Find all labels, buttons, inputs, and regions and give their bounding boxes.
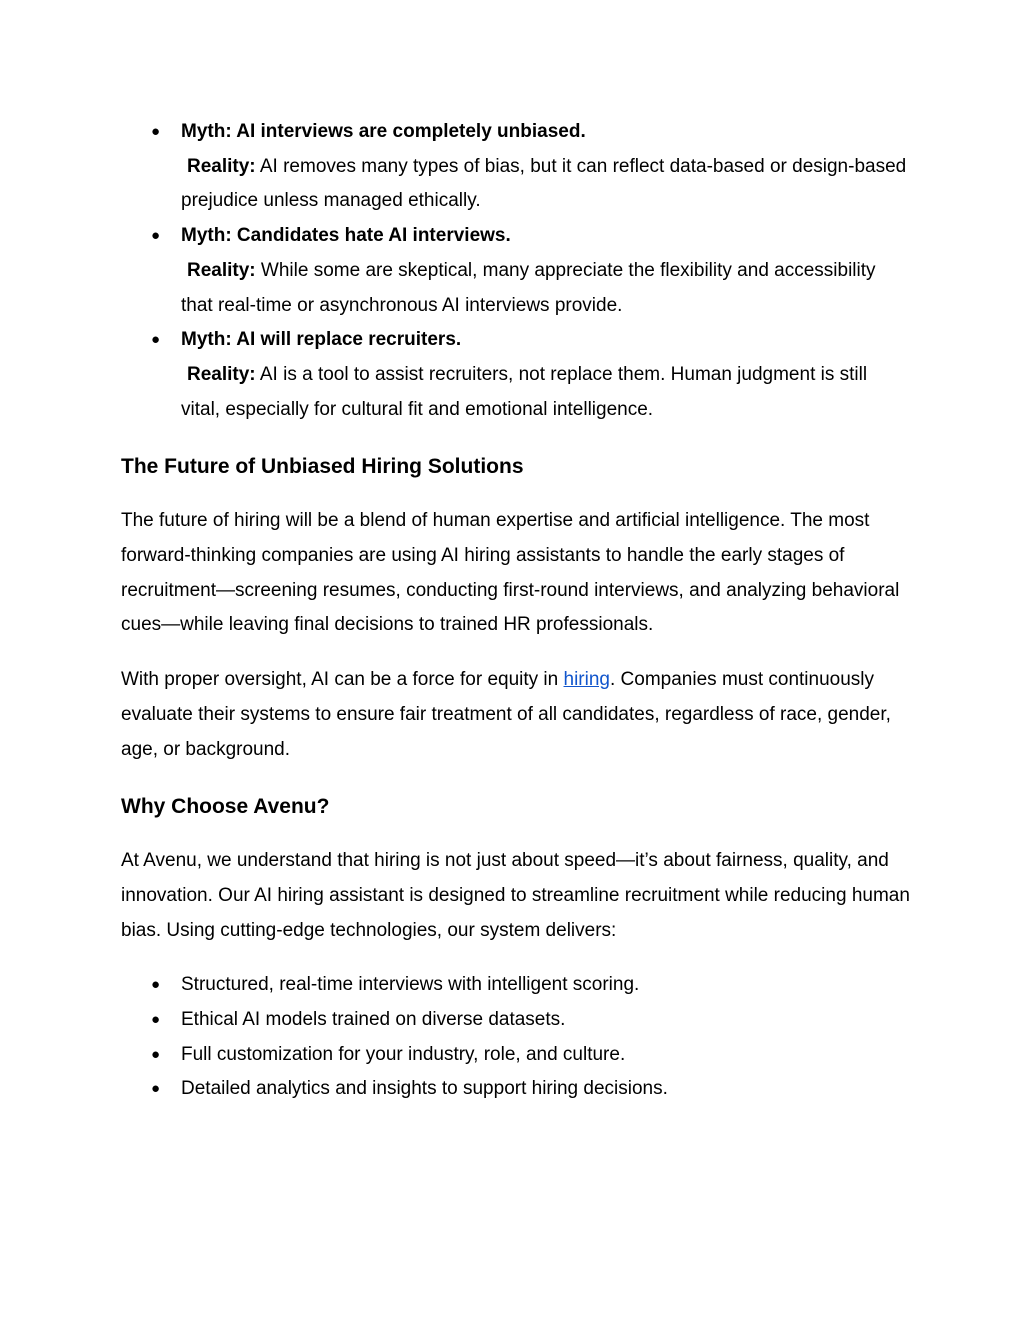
feature-text: Full customization for your industry, role, and culture. bbox=[181, 1043, 626, 1065]
reality-label: Reality: bbox=[187, 363, 256, 385]
feature-item bbox=[121, 968, 911, 1003]
feature-item bbox=[121, 1072, 911, 1107]
myth-item bbox=[121, 115, 911, 219]
reality-text: While some are skeptical, many appreciate the flexibility and accessibility that real-time or asynchronous AI interviews provide. bbox=[181, 259, 876, 316]
hiring-link[interactable]: hiring bbox=[563, 669, 610, 691]
bullet-icon: ● bbox=[151, 1080, 161, 1098]
myth-item bbox=[121, 323, 911, 427]
document-body bbox=[121, 115, 911, 1107]
reality-label: Reality: bbox=[187, 259, 256, 281]
bullet-icon: ● bbox=[151, 976, 161, 994]
future-paragraph-2 bbox=[121, 663, 911, 767]
myth-statement: Myth: Candidates hate AI interviews. bbox=[181, 225, 511, 247]
bullet-icon: ● bbox=[151, 331, 161, 349]
bullet-icon: ● bbox=[151, 227, 161, 245]
features-list bbox=[121, 968, 911, 1107]
future-p2-text-after: . Companies must continuously evaluate their systems to ensure fair treatment of all candidates, regardless of race, gender, age, or background. bbox=[121, 669, 891, 760]
avenu-heading: Why Choose Avenu? bbox=[121, 795, 330, 819]
myth-item bbox=[121, 219, 911, 323]
myth-statement: Myth: AI will replace recruiters. bbox=[181, 329, 462, 351]
future-heading: The Future of Unbiased Hiring Solutions bbox=[121, 455, 524, 479]
reality-label: Reality: bbox=[187, 155, 256, 177]
feature-item bbox=[121, 1038, 911, 1073]
bullet-icon: ● bbox=[151, 1045, 161, 1063]
future-p2-text-before: With proper oversight, AI can be a force for equity in bbox=[121, 669, 564, 691]
feature-text: Detailed analytics and insights to support hiring decisions. bbox=[181, 1078, 668, 1100]
reality-text: AI is a tool to assist recruiters, not replace them. Human judgment is still vital, especially for cultural fit and emotional intelligence. bbox=[181, 363, 868, 420]
avenu-paragraph: At Avenu, we understand that hiring is not just about speed—it’s about fairness, quality, and innovation. Our AI hiring assistant is designed to streamline recruitment while reducing human bias. Using cutting-edge technologies, our system delivers: bbox=[121, 850, 910, 941]
bullet-icon: ● bbox=[151, 123, 161, 140]
feature-text: Structured, real-time interviews with intelligent scoring. bbox=[181, 974, 640, 996]
future-paragraph-1: The future of hiring will be a blend of human expertise and artificial intelligence. The most forward-thinking companies are using AI hiring assistants to handle the early stages of recruitment—screening resumes, conducting first-round interviews, and analyzing behavioral cues—while leaving final decisions to trained HR professionals. bbox=[121, 510, 900, 636]
feature-item bbox=[121, 1003, 911, 1038]
feature-text: Ethical AI models trained on diverse datasets. bbox=[181, 1009, 566, 1031]
myths-list bbox=[121, 115, 911, 427]
myth-statement: Myth: AI interviews are completely unbiased. bbox=[181, 121, 586, 142]
reality-text: AI removes many types of bias, but it can reflect data-based or design-based prejudice unless managed ethically. bbox=[181, 155, 907, 212]
bullet-icon: ● bbox=[151, 1011, 161, 1029]
